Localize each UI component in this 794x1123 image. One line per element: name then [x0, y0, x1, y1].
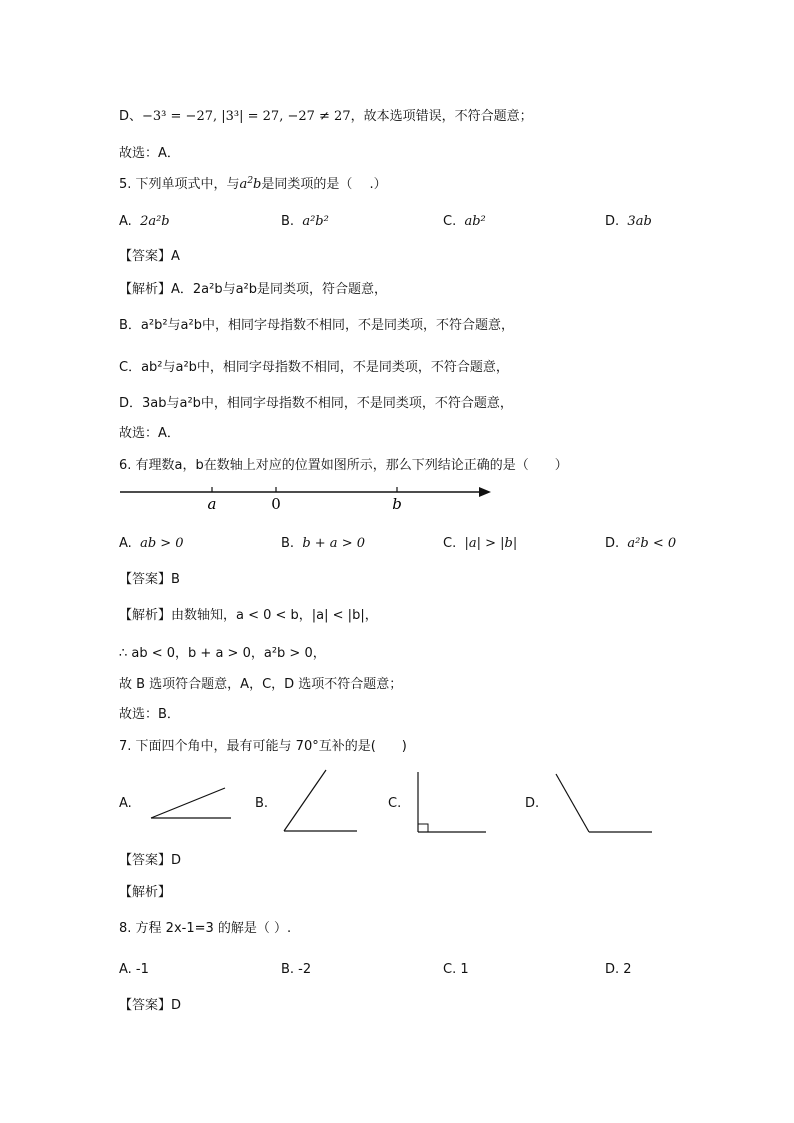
q6-option-a-expr: ab > 0 — [140, 536, 184, 551]
q8-option-d: D. 2 — [605, 962, 632, 977]
q7-option-a-label: A. — [119, 796, 132, 811]
q5-choice: 故选：A． — [119, 426, 180, 441]
prev-option-d-label: D、 — [119, 109, 143, 124]
q5-stem-term: $a^2b$ — [239, 176, 262, 192]
axis-label-b: b — [392, 495, 402, 513]
prev-option-d-line — [119, 108, 533, 126]
q6-option-d: D. a²b < 0 — [605, 536, 677, 551]
angle-b-figure — [284, 770, 357, 831]
q5-answer: 【答案】A — [119, 249, 180, 264]
q5-option-d-expr: 3ab — [627, 214, 652, 229]
q5-option-a: A. 2a²b — [119, 214, 170, 229]
number-line-arrow-icon — [479, 487, 491, 497]
q4-choice: 故选：A． — [119, 146, 180, 161]
q5-stem-post: 是同类项的是（ .） — [261, 177, 387, 192]
prev-option-d-expr: −3³ = −27, |3³| = 27, −27 ≠ 27 — [142, 109, 351, 124]
q5-analysis-b: B．a²b²与a²b中，相同字母指数不相同，不是同类项，不符合题意， — [119, 318, 514, 333]
q8-answer: 【答案】D — [119, 998, 182, 1013]
q5-option-c: C. ab² — [443, 214, 486, 229]
number-line-figure — [115, 478, 500, 518]
angle-a-figure — [151, 788, 231, 818]
q8-stem: 8. 方程 2x-1=3 的解是（ ）. — [119, 921, 292, 936]
q7-option-c-label: C. — [388, 796, 402, 811]
q8-option-a: A. -1 — [119, 962, 149, 977]
q8-option-b: B. -2 — [281, 962, 312, 977]
q5-analysis-d: D．3ab与a²b中，相同字母指数不相同，不是同类项，不符合题意， — [119, 396, 513, 411]
axis-label-a: a — [207, 495, 217, 513]
q8-option-c: C. 1 — [443, 962, 469, 977]
q5-option-b: B. a²b² — [281, 214, 329, 229]
q6-option-b: B. b + a > 0 — [281, 536, 365, 551]
angle-d-figure — [556, 774, 652, 832]
q6-option-c: C. |a| > |b| — [443, 536, 518, 551]
q6-option-b-expr: b + a > 0 — [302, 536, 365, 551]
q7-option-d-label: D. — [525, 796, 540, 811]
angle-c-figure — [418, 772, 486, 832]
q5-option-d: D. 3ab — [605, 214, 652, 229]
q5-stem — [119, 176, 387, 194]
q6-choice: 故选：B． — [119, 707, 180, 722]
q6-option-a: A. ab > 0 — [119, 536, 184, 551]
q5-analysis-c: C．ab²与a²b中，相同字母指数不相同，不是同类项，不符合题意， — [119, 360, 509, 375]
q6-stem: 6. 有理数a，b在数轴上对应的位置如图所示，那么下列结论正确的是（ ） — [119, 458, 568, 473]
q7-stem: 7. 下面四个角中，最有可能与 70°互补的是( ) — [119, 739, 407, 754]
q5-option-b-expr: a²b² — [302, 214, 329, 229]
q5-stem-pre: 5. 下列单项式中，与 — [119, 177, 240, 192]
q7-answer: 【答案】D — [119, 853, 182, 868]
q6-option-c-expr: |a| > |b| — [464, 536, 518, 551]
right-angle-mark — [418, 824, 428, 832]
q6-analysis-3: 故 B 选项符合题意，A，C，D 选项不符合题意； — [119, 677, 403, 692]
q6-analysis-1: 【解析】由数轴知，a < 0 < b，|a| < |b|， — [119, 608, 378, 623]
q5-option-a-expr: 2a²b — [140, 214, 170, 229]
q7-analysis: 【解析】 — [119, 885, 172, 900]
q6-option-d-expr: a²b < 0 — [627, 536, 677, 551]
q5-analysis-a: 【解析】A．2a²b与a²b是同类项，符合题意， — [119, 282, 388, 297]
q7-option-b-label: B. — [255, 796, 269, 811]
axis-label-0: 0 — [271, 495, 281, 513]
q7-angle-figures — [140, 768, 660, 840]
prev-option-d-tail: ，故本选项错误，不符合题意； — [350, 109, 533, 124]
q5-option-c-expr: ab² — [464, 214, 486, 229]
q6-answer: 【答案】B — [119, 572, 180, 587]
q6-analysis-2: ∴ ab < 0，b + a > 0，a²b > 0， — [119, 646, 326, 661]
